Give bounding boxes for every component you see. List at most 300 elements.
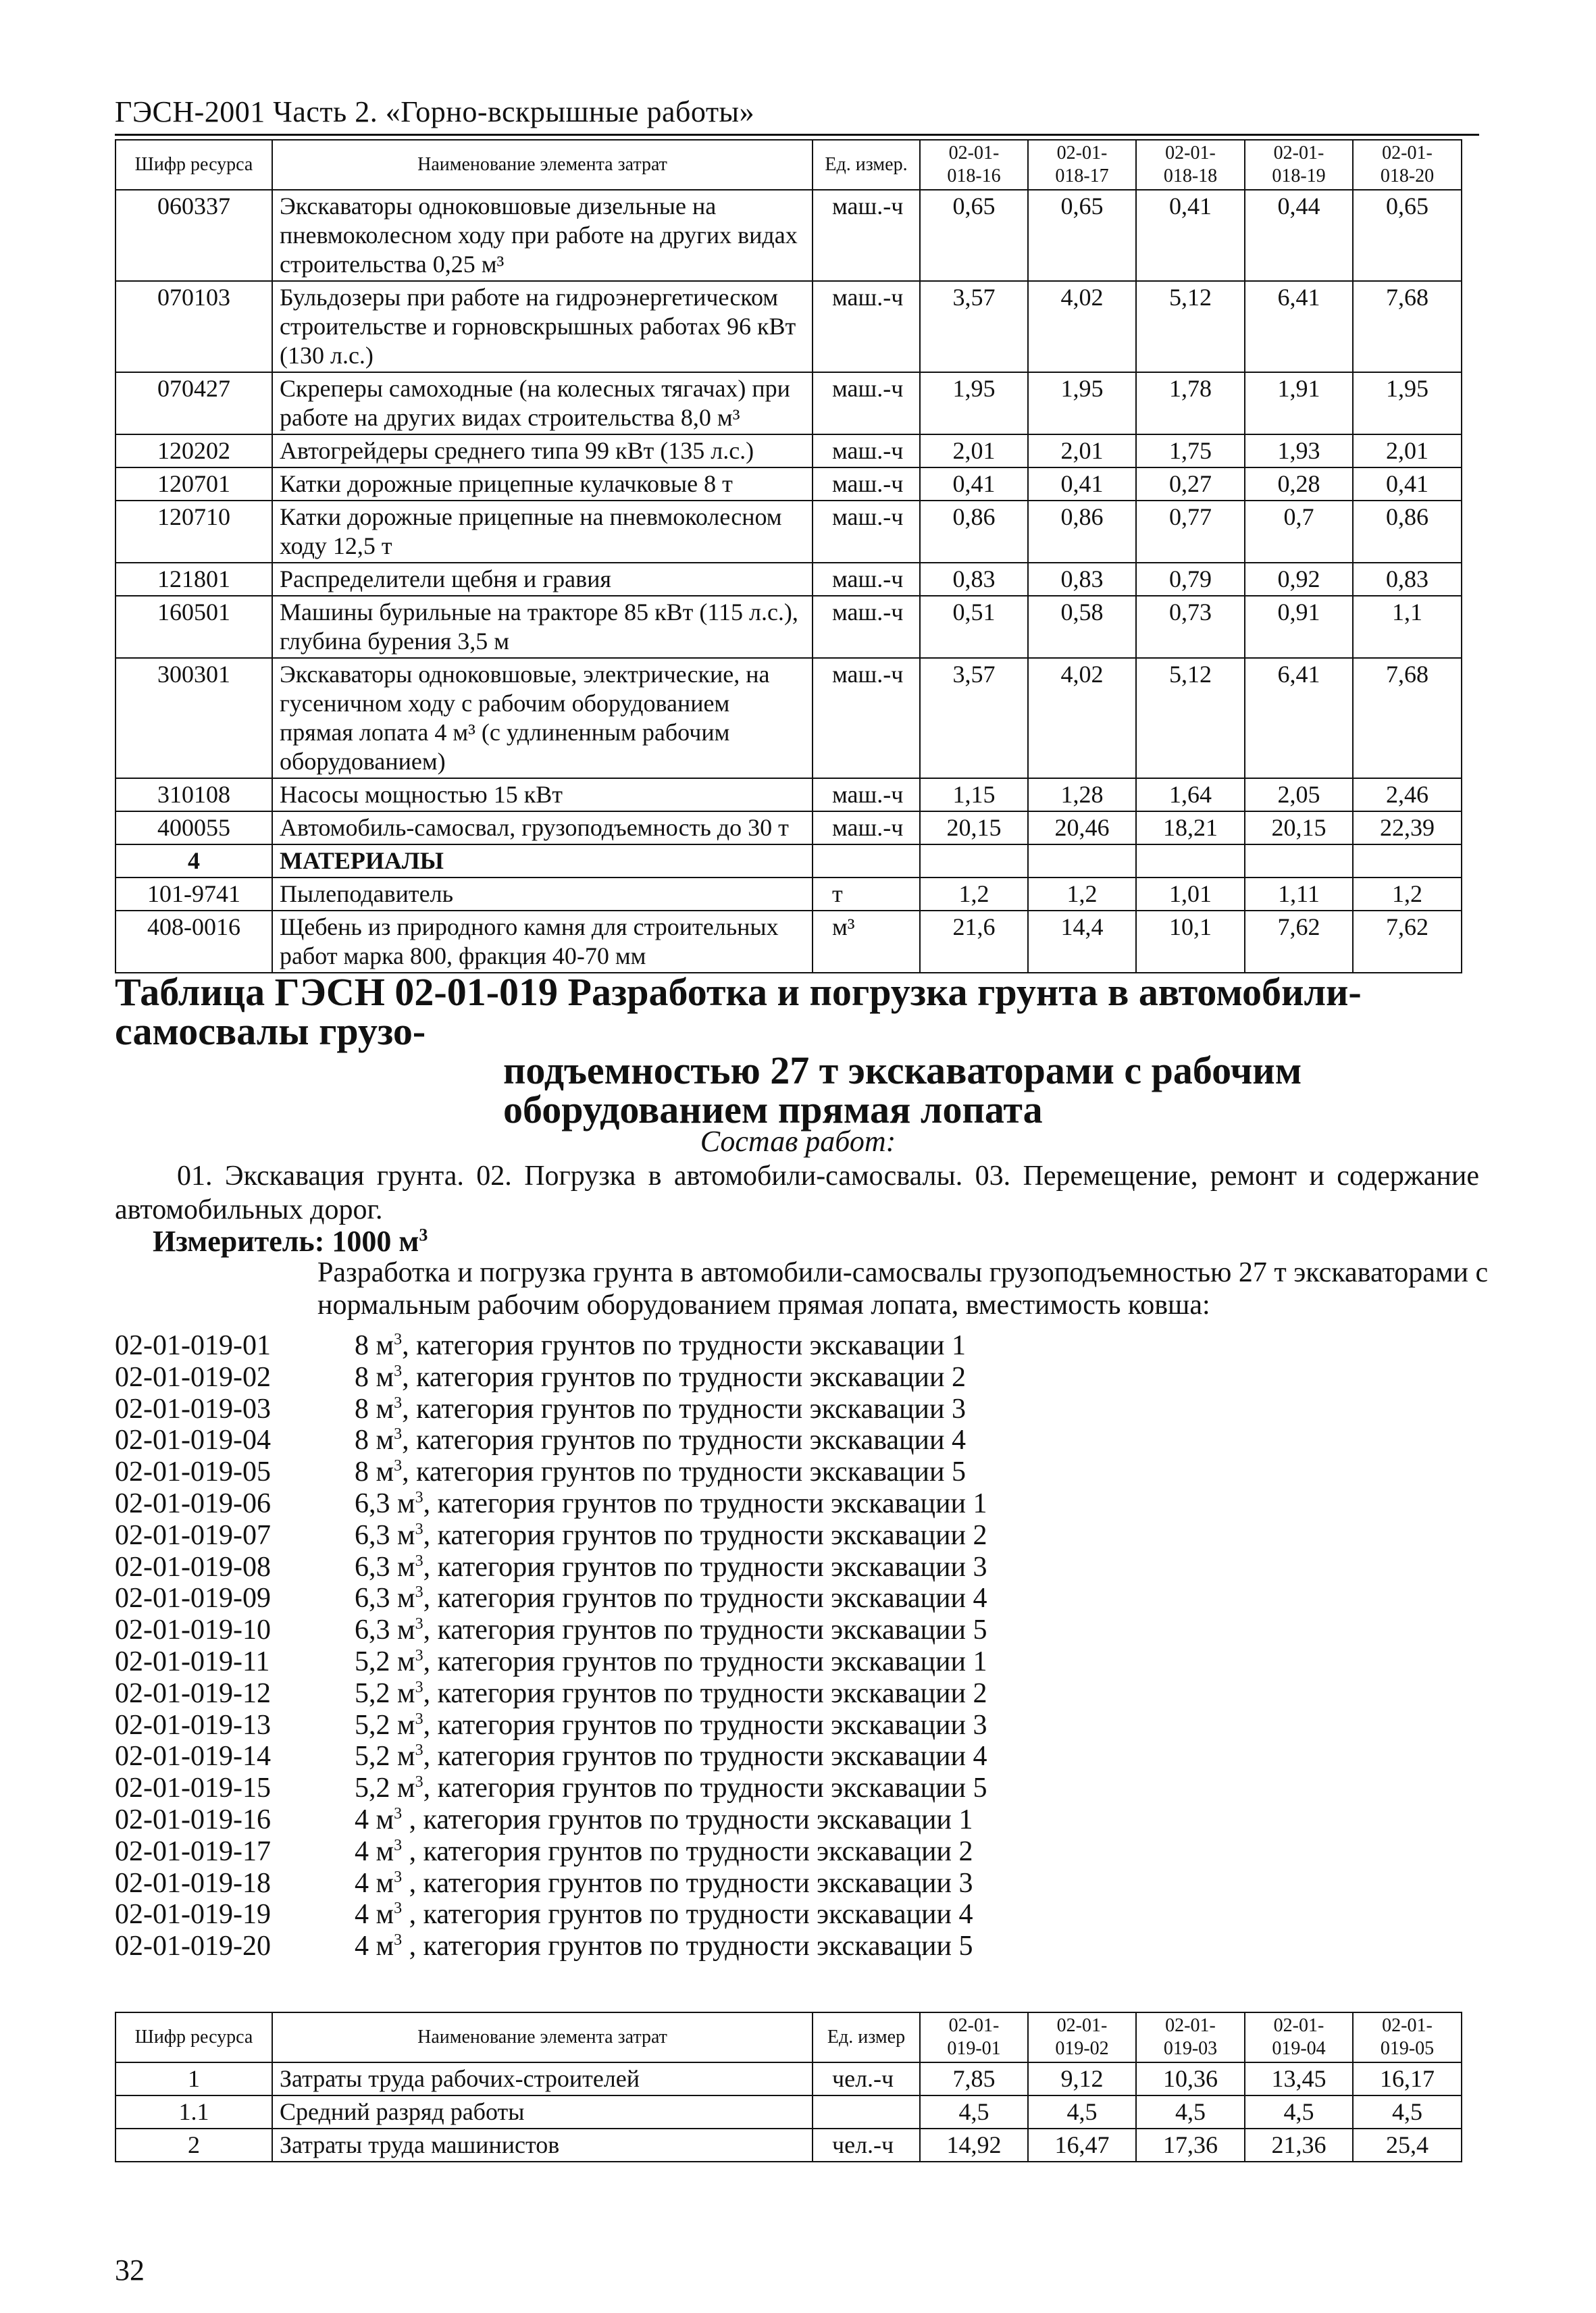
resource-code: 2 (115, 2129, 272, 2162)
table-row (115, 911, 1462, 973)
header-norm-code-line2: 019-01 (947, 2038, 1001, 2059)
resource-value: 4,5 (1136, 2095, 1245, 2129)
table-header-row (115, 2012, 1462, 2062)
norm-code-row (115, 1419, 987, 1456)
resource-value: 0,28 (1245, 467, 1353, 501)
resource-unit: м³ (813, 911, 920, 973)
resource-value: 18,21 (1136, 811, 1245, 844)
resource-code: 060337 (115, 190, 272, 281)
resource-unit: маш.-ч (813, 372, 920, 434)
resource-name: Распределители щебня и гравия (272, 563, 813, 596)
resource-name: Экскаваторы одноковшовые дизельные на пневмоколесном ходу при работе на других видах строительства 0,25 м³ (272, 190, 813, 281)
header-norm-code-line2: 018-17 (1055, 166, 1109, 186)
bucket-volume: 6,3 м (355, 1519, 415, 1551)
table-header-row (115, 140, 1462, 190)
header-norm-code (1028, 2012, 1136, 2062)
soil-category: , категория грунтов по трудности экскавации 1 (402, 1804, 973, 1835)
header-norm-code-line2: 019-03 (1163, 2038, 1218, 2059)
bucket-volume: 4 м (355, 1804, 394, 1835)
resource-value: 1,01 (1136, 878, 1245, 911)
bucket-volume: 6,3 м (355, 1615, 415, 1646)
resource-value: 9,12 (1028, 2062, 1136, 2095)
norm-code-row (115, 1640, 987, 1677)
header-norm-code-line1: 02-01- (1165, 2015, 1216, 2036)
soil-category: , категория грунтов по трудности экскавации 5 (423, 1615, 987, 1646)
header-norm-code (1136, 140, 1245, 190)
soil-category: , категория грунтов по трудности экскавации 1 (402, 1330, 966, 1361)
resource-value: 0,83 (1353, 563, 1462, 596)
section-empty-cell (813, 844, 920, 878)
resource-value: 6,41 (1245, 281, 1353, 372)
resource-unit (813, 2095, 920, 2129)
resource-value: 1,1 (1353, 596, 1462, 658)
resource-name: Катки дорожные прицепные кулачковые 8 т (272, 467, 813, 501)
norm-code: 02-01-019-15 (115, 1773, 271, 1804)
unit-superscript: 3 (415, 1742, 423, 1760)
resource-value: 5,12 (1136, 658, 1245, 778)
resource-value: 17,36 (1136, 2129, 1245, 2162)
norm-code-row (115, 1450, 987, 1488)
table-row (115, 2095, 1462, 2129)
norm-codes-list (115, 1324, 987, 1962)
resource-code: 400055 (115, 811, 272, 844)
norm-code-row (115, 1514, 987, 1551)
resource-value: 6,41 (1245, 658, 1353, 778)
resource-name: Экскаваторы одноковшовые, электрические, на гусеничном ходу с рабочим оборудованием прямая лопата 4 м³ (с удлиненным рабочим оборудованием) (272, 658, 813, 778)
resource-name: Катки дорожные прицепные на пневмоколесном ходу 12,5 т (272, 501, 813, 563)
table-row (115, 878, 1462, 911)
resource-value: 1,75 (1136, 434, 1245, 467)
unit-superscript: 3 (394, 1362, 403, 1380)
unit-superscript: 3 (415, 1710, 423, 1728)
resource-value: 0,92 (1245, 563, 1353, 596)
resource-value: 0,86 (1353, 501, 1462, 563)
resource-value: 0,86 (920, 501, 1028, 563)
table-row (115, 658, 1462, 778)
soil-category: , категория грунтов по трудности экскавации 3 (402, 1393, 966, 1425)
resource-value: 1,2 (1353, 878, 1462, 911)
resource-value: 0,41 (1136, 190, 1245, 281)
unit-superscript: 3 (394, 1425, 403, 1444)
resource-value: 14,92 (920, 2129, 1028, 2162)
norm-code: 02-01-019-17 (115, 1835, 271, 1867)
meter-sup: 3 (419, 1225, 428, 1245)
resource-code: 070427 (115, 372, 272, 434)
resource-name: Пылеподавитель (272, 878, 813, 911)
unit-superscript: 3 (394, 1331, 403, 1348)
resource-name: Насосы мощностью 15 кВт (272, 778, 813, 811)
norm-code-row (115, 1798, 987, 1835)
bucket-volume: 6,3 м (355, 1551, 415, 1583)
norm-code: 02-01-019-06 (115, 1488, 271, 1519)
resource-value: 4,02 (1028, 281, 1136, 372)
unit-superscript: 3 (394, 1804, 403, 1823)
unit-superscript: 3 (415, 1773, 423, 1791)
resource-value: 7,68 (1353, 658, 1462, 778)
table-row (115, 190, 1462, 281)
header-norm-code-line1: 02-01- (1273, 143, 1324, 163)
resource-value: 0,77 (1136, 501, 1245, 563)
resource-name: Автогрейдеры среднего типа 99 кВт (135 л.с.) (272, 434, 813, 467)
header-norm-code-line2: 019-02 (1055, 2038, 1109, 2059)
section-code: 4 (115, 844, 272, 878)
table-row (115, 372, 1462, 434)
norm-code-row (115, 1893, 987, 1931)
header-rule (115, 134, 1479, 136)
resource-value: 20,46 (1028, 811, 1136, 844)
header-norm-code-line2: 019-04 (1272, 2038, 1326, 2059)
resource-table-019 (115, 2012, 1462, 2162)
soil-category: , категория грунтов по трудности экскавации 5 (402, 1456, 966, 1488)
table-title-line2: подъемностью 27 т экскаваторами с рабочим оборудованием прямая лопата (503, 1048, 1302, 1132)
norm-code: 02-01-019-13 (115, 1709, 271, 1741)
resource-value: 2,01 (1028, 434, 1136, 467)
norm-code: 02-01-019-03 (115, 1393, 271, 1425)
resource-unit: маш.-ч (813, 658, 920, 778)
soil-category: , категория грунтов по трудности экскавации 2 (402, 1835, 973, 1867)
norm-code: 02-01-019-18 (115, 1867, 271, 1899)
resource-value: 0,7 (1245, 501, 1353, 563)
bucket-volume: 5,2 м (355, 1741, 415, 1773)
resource-value: 1,11 (1245, 878, 1353, 911)
resource-value: 0,73 (1136, 596, 1245, 658)
norm-code-row (115, 1324, 987, 1361)
header-name: Наименование элемента затрат (272, 140, 813, 190)
header-name: Наименование элемента затрат (272, 2012, 813, 2062)
bucket-volume: 8 м (355, 1330, 394, 1361)
resource-value: 20,15 (920, 811, 1028, 844)
resource-value: 1,78 (1136, 372, 1245, 434)
resource-value: 7,85 (920, 2062, 1028, 2095)
resource-value: 4,5 (920, 2095, 1028, 2129)
table-row (115, 2062, 1462, 2095)
resource-code: 160501 (115, 596, 272, 658)
soil-category: , категория грунтов по трудности экскавации 1 (423, 1646, 987, 1677)
resource-name: Затраты труда машинистов (272, 2129, 813, 2162)
header-norm-code-line2: 019-05 (1380, 2038, 1435, 2059)
resource-value: 1,2 (1028, 878, 1136, 911)
norm-code: 02-01-019-11 (115, 1646, 270, 1677)
unit-superscript: 3 (394, 1931, 403, 1950)
soil-category: , категория грунтов по трудности экскавации 3 (402, 1867, 973, 1899)
norm-code: 02-01-019-01 (115, 1330, 271, 1361)
norm-code: 02-01-019-14 (115, 1741, 271, 1773)
table-row (115, 501, 1462, 563)
bucket-volume: 4 м (355, 1867, 394, 1899)
resource-name: Средний разряд работы (272, 2095, 813, 2129)
resource-value: 1,91 (1245, 372, 1353, 434)
resource-table-018-body (115, 140, 1462, 973)
resource-value: 1,2 (920, 878, 1028, 911)
soil-category: , категория грунтов по трудности экскавации 4 (402, 1899, 973, 1931)
header-norm-code-line1: 02-01- (1382, 2015, 1433, 2036)
soil-category: , категория грунтов по трудности экскавации 3 (423, 1709, 987, 1741)
header-unit: Ед. измер. (813, 140, 920, 190)
bucket-volume: 4 м (355, 1899, 394, 1931)
table-row (115, 563, 1462, 596)
resource-value: 0,65 (1353, 190, 1462, 281)
meter-label: Измеритель: (153, 1225, 325, 1258)
norm-code-row (115, 1482, 987, 1519)
bucket-volume: 8 м (355, 1425, 394, 1456)
norm-code-row (115, 1735, 987, 1773)
resource-code: 120202 (115, 434, 272, 467)
resource-unit: чел.-ч (813, 2129, 920, 2162)
norm-code: 02-01-019-19 (115, 1899, 271, 1931)
resource-unit: маш.-ч (813, 778, 920, 811)
resource-name: Затраты труда рабочих-строителей (272, 2062, 813, 2095)
meter (153, 1224, 428, 1259)
resource-value: 0,91 (1245, 596, 1353, 658)
resource-unit: маш.-ч (813, 281, 920, 372)
resource-value: 0,79 (1136, 563, 1245, 596)
soil-category: , категория грунтов по трудности экскавации 2 (402, 1361, 966, 1393)
resource-value: 1,95 (1353, 372, 1462, 434)
unit-superscript: 3 (394, 1394, 403, 1412)
resource-value: 16,47 (1028, 2129, 1136, 2162)
resource-value: 4,5 (1353, 2095, 1462, 2129)
soil-category: , категория грунтов по трудности экскавации 4 (423, 1583, 987, 1615)
unit-superscript: 3 (415, 1646, 423, 1664)
header-norm-code (1245, 140, 1353, 190)
header-norm-code (1245, 2012, 1353, 2062)
resource-table-018 (115, 139, 1462, 973)
resource-value: 0,41 (920, 467, 1028, 501)
section-row (115, 844, 1462, 878)
soil-category: , категория грунтов по трудности экскавации 2 (423, 1677, 987, 1709)
resource-value: 0,41 (1353, 467, 1462, 501)
resource-code: 121801 (115, 563, 272, 596)
norm-code-row (115, 1862, 987, 1899)
table-row (115, 2129, 1462, 2162)
norm-code: 02-01-019-05 (115, 1456, 271, 1488)
resource-value: 2,01 (1353, 434, 1462, 467)
soil-category: , категория грунтов по трудности экскавации 2 (423, 1519, 987, 1551)
section-empty-cell (1245, 844, 1353, 878)
norm-code: 02-01-019-07 (115, 1519, 271, 1551)
resource-value: 0,86 (1028, 501, 1136, 563)
header-norm-code-line1: 02-01- (948, 2015, 1000, 2036)
resource-code: 310108 (115, 778, 272, 811)
soil-category: , категория грунтов по трудности экскавации 4 (423, 1741, 987, 1773)
resource-unit: маш.-ч (813, 501, 920, 563)
resource-value: 0,27 (1136, 467, 1245, 501)
resource-value: 20,15 (1245, 811, 1353, 844)
resource-value: 21,6 (920, 911, 1028, 973)
resource-value: 4,5 (1245, 2095, 1353, 2129)
unit-superscript: 3 (415, 1552, 423, 1570)
resource-unit: маш.-ч (813, 811, 920, 844)
unit-superscript: 3 (415, 1583, 423, 1602)
norm-code: 02-01-019-04 (115, 1425, 271, 1456)
norm-code: 02-01-019-08 (115, 1551, 271, 1583)
resource-value: 2,01 (920, 434, 1028, 467)
bucket-volume: 5,2 м (355, 1677, 415, 1709)
soil-category: , категория грунтов по трудности экскавации 1 (423, 1488, 987, 1519)
header-norm-code-line2: 018-18 (1163, 166, 1218, 186)
header-norm-code (1028, 140, 1136, 190)
bucket-volume: 6,3 м (355, 1488, 415, 1519)
resource-value: 14,4 (1028, 911, 1136, 973)
table-row (115, 281, 1462, 372)
resource-value: 1,15 (920, 778, 1028, 811)
resource-value: 0,51 (920, 596, 1028, 658)
resource-value: 5,12 (1136, 281, 1245, 372)
unit-superscript: 3 (415, 1678, 423, 1696)
resource-code: 120701 (115, 467, 272, 501)
header-norm-code-line2: 018-16 (947, 166, 1001, 186)
header-code: Шифр ресурса (115, 140, 272, 190)
resource-value: 2,05 (1245, 778, 1353, 811)
resource-value: 1,95 (920, 372, 1028, 434)
resource-value: 16,17 (1353, 2062, 1462, 2095)
norm-code: 02-01-019-12 (115, 1677, 271, 1709)
resource-unit: маш.-ч (813, 434, 920, 467)
unit-superscript: 3 (394, 1868, 403, 1886)
header-norm-code (920, 140, 1028, 190)
norm-code-row (115, 1546, 987, 1583)
intro-text: Разработка и погрузка грунта в автомобили-самосвалы грузоподъемностью 27 т экскаваторами с нормальным рабочим оборудованием прямая лопата, вместимость ковша: (317, 1257, 1489, 1321)
soil-category: , категория грунтов по трудности экскавации 5 (402, 1931, 973, 1962)
header-norm-code (1353, 2012, 1462, 2062)
resource-code: 101-9741 (115, 878, 272, 911)
header-code: Шифр ресурса (115, 2012, 272, 2062)
soil-category: , категория грунтов по трудности экскавации 3 (423, 1551, 987, 1583)
resource-name: Щебень из природного камня для строительных работ марка 800, фракция 40-70 мм (272, 911, 813, 973)
header-norm-code-line2: 018-19 (1272, 166, 1326, 186)
resource-value: 0,83 (1028, 563, 1136, 596)
resource-value: 2,46 (1353, 778, 1462, 811)
resource-unit: маш.-ч (813, 467, 920, 501)
resource-value: 25,4 (1353, 2129, 1462, 2162)
resource-code: 120710 (115, 501, 272, 563)
header-norm-code-line1: 02-01- (1165, 143, 1216, 163)
unit-superscript: 3 (415, 1615, 423, 1633)
soil-category: , категория грунтов по трудности экскавации 4 (402, 1425, 966, 1456)
resource-value: 0,65 (1028, 190, 1136, 281)
bucket-volume: 4 м (355, 1835, 394, 1867)
norm-code: 02-01-019-02 (115, 1361, 271, 1393)
table-title-line1: Таблица ГЭСН 02-01-019 Разработка и погрузка грунта в автомобили-самосвалы грузо- (115, 970, 1362, 1053)
resource-unit: маш.-ч (813, 563, 920, 596)
section-empty-cell (1353, 844, 1462, 878)
resource-value: 4,02 (1028, 658, 1136, 778)
unit-superscript: 3 (394, 1836, 403, 1854)
resource-value: 3,57 (920, 658, 1028, 778)
table-row (115, 596, 1462, 658)
header-norm-code-line1: 02-01- (1056, 2015, 1108, 2036)
table-row (115, 778, 1462, 811)
resource-value: 1,28 (1028, 778, 1136, 811)
resource-value: 22,39 (1353, 811, 1462, 844)
resource-value: 3,57 (920, 281, 1028, 372)
resource-value: 0,44 (1245, 190, 1353, 281)
resource-name: Автомобиль-самосвал, грузоподъемность до 30 т (272, 811, 813, 844)
resource-value: 21,36 (1245, 2129, 1353, 2162)
header-norm-code (1353, 140, 1462, 190)
header-norm-code-line1: 02-01- (1056, 143, 1108, 163)
resource-unit: маш.-ч (813, 190, 920, 281)
unit-superscript: 3 (394, 1900, 403, 1918)
resource-code: 070103 (115, 281, 272, 372)
composition-heading: Состав работ: (700, 1125, 896, 1158)
header-norm-code-line2: 018-20 (1380, 166, 1435, 186)
resource-name: Машины бурильные на тракторе 85 кВт (115 л.с.), глубина бурения 3,5 м (272, 596, 813, 658)
header-norm-code-line1: 02-01- (948, 143, 1000, 163)
soil-category: , категория грунтов по трудности экскавации 5 (423, 1773, 987, 1804)
page-number: 32 (115, 2254, 145, 2287)
norm-code-row (115, 1388, 987, 1425)
bucket-volume: 8 м (355, 1456, 394, 1488)
unit-superscript: 3 (394, 1457, 403, 1475)
resource-code: 1.1 (115, 2095, 272, 2129)
resource-value: 1,95 (1028, 372, 1136, 434)
section-name: МАТЕРИАЛЫ (272, 844, 813, 878)
meter-value: 1000 м (332, 1225, 419, 1258)
resource-value: 10,36 (1136, 2062, 1245, 2095)
table-title (115, 970, 1479, 1132)
header-norm-code (1136, 2012, 1245, 2062)
norm-code-row (115, 1704, 987, 1741)
table-row (115, 811, 1462, 844)
unit-superscript: 3 (415, 1488, 423, 1506)
resource-value: 13,45 (1245, 2062, 1353, 2095)
resource-value: 1,64 (1136, 778, 1245, 811)
resource-value: 0,41 (1028, 467, 1136, 501)
resource-name: Скреперы самоходные (на колесных тягачах) при работе на других видах строительства 8,0 м³ (272, 372, 813, 434)
resource-table-019-body (115, 2012, 1462, 2162)
resource-value: 7,68 (1353, 281, 1462, 372)
resource-value: 0,83 (920, 563, 1028, 596)
bucket-volume: 6,3 м (355, 1583, 415, 1615)
unit-superscript: 3 (415, 1520, 423, 1538)
norm-code: 02-01-019-20 (115, 1931, 271, 1962)
header-norm-code (920, 2012, 1028, 2062)
bucket-volume: 5,2 м (355, 1773, 415, 1804)
bucket-volume: 4 м (355, 1931, 394, 1962)
resource-name: Бульдозеры при работе на гидроэнергетическом строительстве и горновскрышных работах 96 кВт (130 л.с.) (272, 281, 813, 372)
norm-code: 02-01-019-09 (115, 1583, 271, 1615)
resource-code: 300301 (115, 658, 272, 778)
bucket-volume: 5,2 м (355, 1709, 415, 1741)
norm-code-row (115, 1356, 987, 1393)
resource-unit: чел.-ч (813, 2062, 920, 2095)
bucket-volume: 5,2 м (355, 1646, 415, 1677)
resource-value: 0,58 (1028, 596, 1136, 658)
resource-value: 1,93 (1245, 434, 1353, 467)
header-norm-code-line1: 02-01- (1273, 2015, 1324, 2036)
bucket-volume: 8 м (355, 1393, 394, 1425)
norm-code-row (115, 1672, 987, 1709)
resource-value: 4,5 (1028, 2095, 1136, 2129)
table-row (115, 434, 1462, 467)
resource-value: 0,65 (920, 190, 1028, 281)
resource-value: 10,1 (1136, 911, 1245, 973)
running-header: ГЭСН-2001 Часть 2. «Горно-вскрышные работы» (115, 95, 755, 128)
resource-code: 1 (115, 2062, 272, 2095)
section-empty-cell (1136, 844, 1245, 878)
section-empty-cell (1028, 844, 1136, 878)
resource-value: 7,62 (1353, 911, 1462, 973)
norm-code: 02-01-019-10 (115, 1615, 271, 1646)
norm-code-row (115, 1830, 987, 1867)
resource-value: 7,62 (1245, 911, 1353, 973)
norm-code-row (115, 1766, 987, 1804)
norm-code-row (115, 1925, 987, 1962)
norm-code-row (115, 1577, 987, 1615)
norm-code-row (115, 1608, 987, 1646)
composition-text: 01. Экскавация грунта. 02. Погрузка в автомобили-самосвалы. 03. Перемещение, ремонт и содержание автомобильных дорог. (115, 1161, 1479, 1225)
